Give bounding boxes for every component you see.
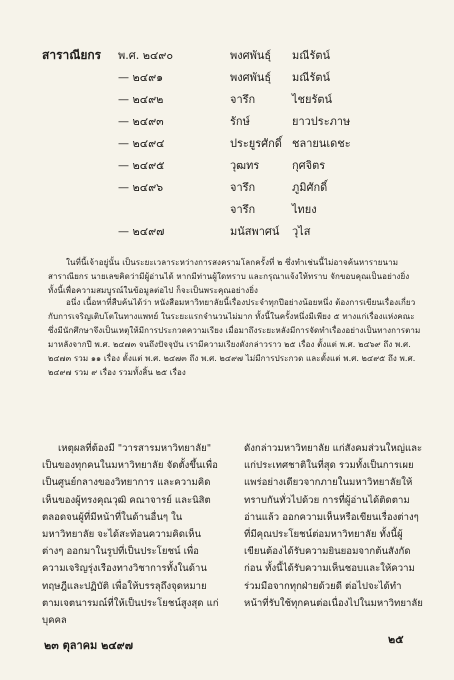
note-paragraph: ในที่นี้เจ้าอยู่นั้น เป็นระยะเวลาระหว่างการสงครามโลกครั้งที่ ๒ ซึ่งทำเช่นนี้ไม่อาจค้นหารายนามสาราณียกร นายเลขคิดว่ามีผู้อ่านได้ หากมีท่านผู้ใดทราบ และกรุณาแจ้งให้ทราบ จักขอบคุณเป็นอย่างยิ่ง ทั้งนี้เพื่อความสมบูรณ์ในข้อมูลต่อไป ก็จะเป็นพระคุณอย่างยิ่ง (48, 258, 410, 295)
directory-year: — ๒๔๙๒ (118, 93, 164, 106)
directory-first-name: ประยูรศักดิ์ (230, 137, 282, 150)
directory-last-name: ชลายนเดชะ (292, 137, 351, 150)
directory-last-name: มณีรัตน์ (292, 71, 331, 84)
directory-year: — ๒๔๙๗ (118, 225, 165, 238)
directory-last-name: ยาวประภาษ (292, 115, 351, 128)
directory-year: — ๒๔๙๓ (118, 115, 164, 128)
directory-first-name: พงศพันธุ์ (230, 71, 272, 84)
editors-heading: สาราณียกร (42, 48, 102, 62)
directory-first-name: จารึก (230, 181, 256, 194)
directory-first-name: รักษ์ (230, 115, 250, 128)
article-column-right (244, 440, 424, 612)
directory-last-name: มณีรัตน์ (292, 49, 331, 62)
directory-last-name: วุไส (292, 225, 311, 238)
directory-last-name: กุศจิตร (292, 159, 326, 172)
directory-first-name: จารึก (230, 93, 256, 106)
directory-first-name: พงศพันธุ์ (230, 49, 272, 62)
directory-last-name: ไทยง (292, 203, 317, 216)
history-paragraph: อนึ่ง เนื้อหาที่สืบค้นได้ว่า หนังสือมหาวิทยาลัยนี้เรื่องประจำทุกปีอย่างน้อยหนึ่ง ต้องการเขียนเรื่องเกี่ยวกับการเจริญเติบโตในทางแพทย์ ในระยะแรกจำนวนไม่มาก ทั้งนี้ในครั้งหนึ่งมีเพียง ๕ ทางแก่เรื่องแห่งคณะ ซึ่งมีนักศึกษาจึงเป็นเหตุให้มีการประกวดความเรียง เมื่อมาถึงระยะหลังมีการจัดทำเรื่องอย่างเป็นทางการตามมาหลังจากปี พ.ศ. ๒๔๗๓ จนถึงปัจจุบัน เรามีความเรียงดังกล่าวราว ๒๕ เรื่อง ตั้งแต่ พ.ศ. ๒๔๖๙ ถึง พ.ศ. ๒๔๗๓ รวม ๑๑ เรื่อง ตั้งแต่ พ.ศ. ๒๔๗๓ ถึง พ.ศ. ๒๔๙๗ ไม่มีการประกวด และตั้งแต่ พ.ศ. ๒๔๙๕ ถึง พ.ศ. ๒๔๙๗ รวม ๙ เรื่อง รวมทั้งสิ้น ๒๕ เรื่อง (48, 298, 421, 377)
directory-year: — ๒๔๙๑ (118, 71, 164, 84)
directory-first-name: มนัสพาศน์ (230, 225, 280, 238)
article-text-left: เหตุผลที่ต้องมี "วารสารมหาวิทยาลัย" เป็นของทุกคนในมหาวิทยาลัย จัดตั้งขึ้นเพื่อเป็นศูนย์กลางของวิทยาการ และความคิดเห็นของผู้ทรงคุณวุฒิ คณาจารย์ และนิสิต ตลอดจนผู้ที่มีหน้าที่ในด้านอื่นๆ ในมหาวิทยาลัย จะได้สะท้อนความคิดเห็นต่างๆ ออกมาในรูปที่เป็นประโยชน์ เพื่อความเจริญรุ่งเรืองทางวิชาการทั้งในด้านทฤษฎีและปฏิบัติ เพื่อให้บรรลุถึงจุดหมายตามเจตนารมณ์ที่ให้เป็นประโยชน์สูงสุด แก่บุคคล (42, 443, 219, 627)
directory-last-name: ไชยรัตน์ (292, 93, 333, 106)
directory-year: — ๒๔๙๕ (118, 159, 165, 172)
directory-first-name: จารึก (230, 203, 256, 216)
article-text-right: ดังกล่าวมหาวิทยาลัย แก่สังคมส่วนใหญ่และแก่ประเทศชาติในที่สุด รวมทั้งเป็นการเผยแพร่อย่างเดียวจากภายในมหาวิทยาลัยให้ทราบกันทั่วไปด้วย การที่ผู้อ่านได้ติดตามอ่านแล้ว ออกความเห็นหรือเขียนเรื่องต่างๆ ที่มีคุณประโยชน์ต่อมหาวิทยาลัย ทั้งนี้ผู้เขียนต้องได้รับความยินยอมจากต้นสังกัดก่อน ทั้งนี้ได้รับความเห็นชอบและให้ความร่วมมือจากทุกฝ่ายด้วยดี ต่อไปจะได้ทำหน้าที่รับใช้ทุกคนต่อเนื่องไปในมหาวิทยาลัย (244, 443, 423, 609)
page-number: ๒๕ (388, 633, 404, 646)
article-column-left (42, 440, 222, 629)
directory-year: — ๒๔๙๖ (118, 181, 164, 194)
directory-last-name: ภูมิศักดิ์ (292, 181, 328, 194)
directory-year: — ๒๔๙๔ (118, 137, 165, 150)
directory-first-name: วุฒทร (230, 159, 260, 172)
issue-date: ๒๓ ตุลาคม ๒๔๙๗ (44, 639, 134, 652)
directory-year: พ.ศ. ๒๔๙๐ (118, 49, 174, 62)
